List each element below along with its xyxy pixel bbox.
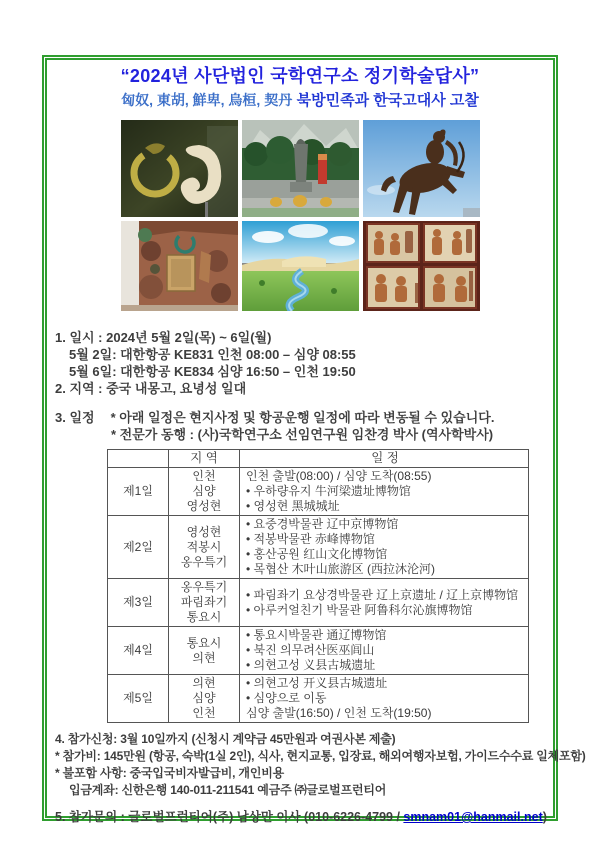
section-contact bbox=[51, 807, 549, 825]
schedule-item: • 의현고성 开义县古城遗址 bbox=[246, 676, 388, 690]
contact-text: 5. 참가문의 : 글로벌프런티어(주) 남상만 이사 (010-6226-4799 / bbox=[55, 810, 404, 824]
schedule-item: • 우하량유지 牛河梁遗址博物馆 bbox=[246, 484, 411, 498]
photo-ancient-tomb-murals bbox=[363, 221, 480, 311]
schedule-item: • 심양으로 이동 bbox=[246, 691, 327, 705]
photo-grid bbox=[121, 120, 480, 311]
contact-suffix: ) bbox=[542, 810, 547, 824]
subtitle-korean: 북방민족과 한국고대사 고찰 bbox=[296, 92, 479, 109]
schedule-item: • 영성현 黑城城址 bbox=[246, 499, 340, 513]
schedule-item: • 의현고성 义县古城遗址 bbox=[246, 658, 376, 672]
region-heading: 2. 지역 : 중국 내몽고, 요녕성 일대 bbox=[55, 381, 247, 396]
schedule-item: • 적봉박물관 赤峰博物馆 bbox=[246, 532, 375, 546]
application-account: 입금계좌: 신한은행 140-011-211541 예금주 ㈜글로벌프런티어 bbox=[69, 783, 387, 797]
schedule-item: • 목협산 木叶山旅游区 (西拉沐沦河) bbox=[246, 562, 435, 576]
table-row-day3 bbox=[108, 579, 529, 627]
day4-schedule bbox=[240, 627, 529, 675]
green-double-border-frame bbox=[42, 55, 586, 824]
day1-label: 제1일 bbox=[108, 468, 169, 516]
document-title: “2024년 사단법인 국학연구소 정기학술답사” bbox=[120, 66, 480, 86]
schedule-item: • 아루커얼친기 박물관 阿鲁科尔沁旗博物馆 bbox=[246, 602, 473, 617]
day4-region bbox=[169, 627, 240, 675]
datetime-heading: 1. 일시 : 2024년 5월 2일(목) ~ 6일(월) bbox=[55, 330, 272, 345]
region-line: 영성현 bbox=[186, 499, 222, 513]
schedule-item: • 북진 의무려산医巫闾山 bbox=[246, 643, 375, 657]
photo-jade-dragon-artifacts bbox=[121, 120, 238, 217]
flight-return: 5월 6일: 대한항공 KE834 심양 16:50 – 인천 19:50 bbox=[69, 364, 356, 379]
region-line: 인천 bbox=[192, 706, 216, 720]
header-schedule: 일 정 bbox=[240, 450, 529, 468]
schedule-item: • 요중경박물관 辽中京博物馆 bbox=[246, 517, 399, 531]
photo-grassland-winding-river bbox=[242, 221, 359, 311]
photo-mounted-archer-statue bbox=[363, 120, 480, 217]
subtitle-hanja: 匈奴, 東胡, 鮮卑, 烏桓, 契丹 bbox=[121, 92, 293, 108]
schedule-item: 인천 출발(08:00) / 심양 도착(08:55) bbox=[246, 469, 432, 483]
day3-region bbox=[169, 579, 240, 627]
region-line: 적봉시 bbox=[186, 539, 222, 554]
region-line: 의현 bbox=[192, 676, 216, 690]
header-day bbox=[108, 450, 169, 468]
region-line: 심양 bbox=[192, 484, 216, 498]
table-row-day1 bbox=[108, 468, 529, 516]
application-heading: 4. 참가신청: 3월 10일까지 (신청시 계약금 45만원과 여권사본 제출) bbox=[55, 732, 396, 746]
table-row-day5 bbox=[108, 675, 529, 723]
section-application bbox=[51, 731, 586, 799]
day1-schedule bbox=[240, 468, 529, 516]
day4-label: 제4일 bbox=[108, 627, 169, 675]
region-line: 의현 bbox=[192, 650, 216, 665]
region-line: 옹우특기 bbox=[180, 554, 228, 569]
day2-schedule bbox=[240, 516, 529, 579]
email-link[interactable]: smnam01@hanmail.net bbox=[403, 810, 543, 824]
schedule-item: • 통요시박물관 通辽博物馆 bbox=[246, 628, 387, 642]
application-excluded: * 불포함 사항: 중국입국비자발급비, 개인비용 bbox=[55, 766, 284, 780]
day2-region bbox=[169, 516, 240, 579]
region-line: 통요시 bbox=[186, 635, 222, 650]
schedule-item: • 파림좌기 요상경박물관 辽上京遗址 / 辽上京博物馆 bbox=[246, 587, 519, 602]
day5-label: 제5일 bbox=[108, 675, 169, 723]
day3-schedule bbox=[240, 579, 529, 627]
schedule-item: 심양 출발(16:50) / 인천 도착(19:50) bbox=[246, 706, 432, 720]
header-region: 지 역 bbox=[169, 450, 240, 468]
flight-outbound: 5월 2일: 대한항공 KE831 인천 08:00 – 심양 08:55 bbox=[69, 347, 356, 362]
table-header-row bbox=[108, 450, 529, 468]
schedule-item: • 홍산공원 红山文化博物馆 bbox=[246, 547, 388, 561]
day5-schedule bbox=[240, 675, 529, 723]
region-line: 심양 bbox=[192, 691, 216, 705]
photo-museum-rock-wall-emblem bbox=[121, 221, 238, 311]
document-subtitle bbox=[51, 91, 549, 110]
schedule-heading: 3. 일정 bbox=[55, 410, 95, 425]
application-fee: * 참가비: 145만원 (항공, 숙박(1실 2인), 식사, 현지교통, 입장료, 해외여행자보험, 가이드수수료 일체포함) bbox=[55, 749, 586, 763]
table-row-day2 bbox=[108, 516, 529, 579]
day1-region bbox=[169, 468, 240, 516]
region-line: 옹우특기 bbox=[180, 580, 228, 594]
day5-region bbox=[169, 675, 240, 723]
table-row-day4 bbox=[108, 627, 529, 675]
photo-mountain-stone-monument bbox=[242, 120, 359, 217]
region-line: 영성현 bbox=[186, 524, 222, 539]
day2-label: 제2일 bbox=[108, 516, 169, 579]
section-schedule bbox=[51, 409, 549, 426]
region-line: 파림좌기 bbox=[180, 595, 228, 609]
section-datetime bbox=[51, 329, 549, 397]
schedule-note-expert: * 전문가 동행 : (사)국학연구소 선임연구원 임찬경 박사 (역사학박사) bbox=[111, 427, 494, 442]
itinerary-table bbox=[107, 449, 529, 723]
schedule-note-change: * 아래 일정은 현지사정 및 항공운행 일정에 따라 변동될 수 있습니다. bbox=[110, 410, 495, 425]
region-line: 인천 bbox=[192, 469, 216, 483]
day3-label: 제3일 bbox=[108, 579, 169, 627]
region-line: 통요시 bbox=[186, 610, 222, 624]
